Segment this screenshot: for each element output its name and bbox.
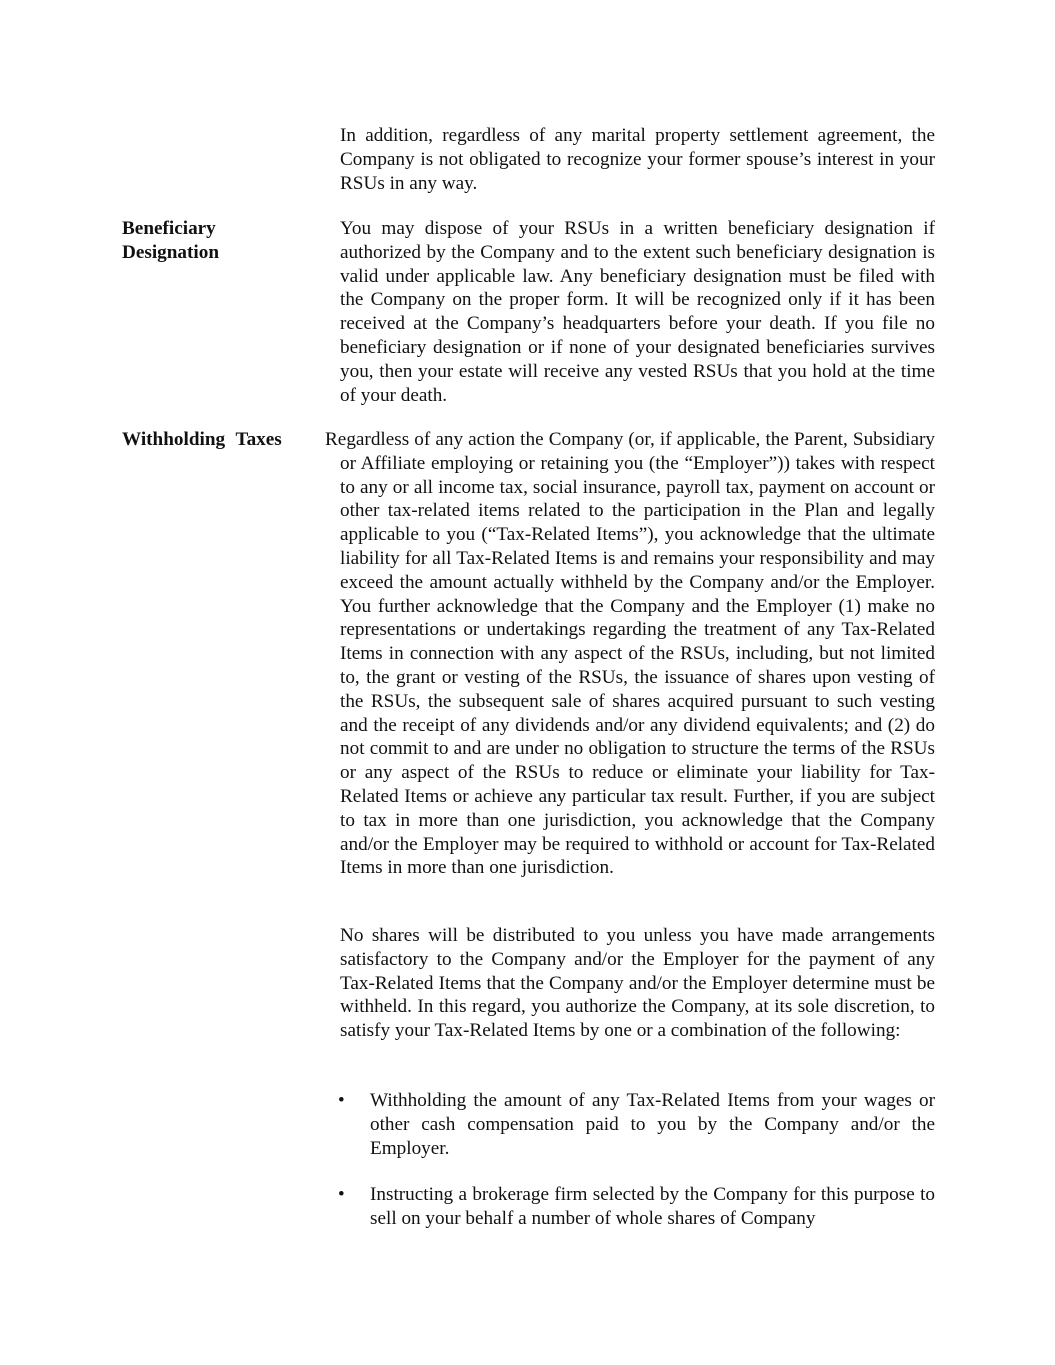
- beneficiary-designation-paragraph: You may dispose of your RSUs in a written beneficiary designation if authorized by the Company and to the extent such beneficiary designation is valid under applicable law. Any beneficiary designation must be filed with the Company on the proper form. It will be recognized only if it has been received at the Company’s headquarters before your death. If you file no beneficiary designation or if none of your designated beneficiaries survives you, then your estate will receive any vested RSUs that you hold at the time of your death.: [340, 218, 935, 406]
- withholding-taxes-paragraph-1: Regardless of any action the Company (or, if applicable, the Parent, Subsidiary or Affiliate employing or retaining you (the “Employer”)) takes with respect to any or all income tax, social insurance, payroll tax, payment on account or other tax-related items related to the participation in the Plan and legally applicable to you (“Tax-Related Items”), you acknowledge that the ultimate liability for all Tax-Related Items is and remains your responsibility and may exceed the amount actually withheld by the Company and/or the Employer. You further acknowledge that the Company and the Employer (1) make no representations or undertakings regarding the treatment of any Tax-Related Items in connection with any aspect of the RSUs, including, but not limited to, the grant or vesting of the RSUs, the issuance of shares upon vesting of the RSUs, the subsequent sale of shares acquired pursuant to such vesting and the receipt of any dividends and/or any dividend equivalents; and (2) do not commit to and are under no obligation to structure the terms of the RSUs or any aspect of the RSUs to reduce or eliminate your liability for Tax-Related Items or achieve any particular tax result. Further, if you are subject to tax in more than one jurisdiction, you acknowledge that the Company and/or the Employer may be required to withhold or account for Tax-Related Items in more than one jurisdiction.: [325, 429, 935, 879]
- withholding-taxes-paragraph-2: No shares will be distributed to you unless you have made arrangements satisfactory to the Company and/or the Employer for the payment of any Tax-Related Items that the Company and/or the Employer determine must be withheld. In this regard, you authorize the Company, at its sole discretion, to satisfy your Tax-Related Items by one or a combination of the following:: [340, 925, 935, 1042]
- bullet-icon: •: [338, 1090, 345, 1111]
- bullet-icon: •: [338, 1184, 345, 1205]
- withholding-method-text: Instructing a brokerage firm selected by the Company for this purpose to sell on your behalf a number of whole shares of Company: [370, 1184, 935, 1229]
- withholding-taxes-heading: Withholding Taxes: [122, 429, 282, 450]
- intro-paragraph: In addition, regardless of any marital property settlement agreement, the Company is not obligated to recognize your former spouse’s interest in your RSUs in any way.: [340, 125, 935, 194]
- beneficiary-designation-heading: Beneficiary Designation: [122, 218, 220, 263]
- withholding-method-text: Withholding the amount of any Tax-Related Items from your wages or other cash compensation paid to you by the Company and/or the Employer.: [370, 1090, 935, 1159]
